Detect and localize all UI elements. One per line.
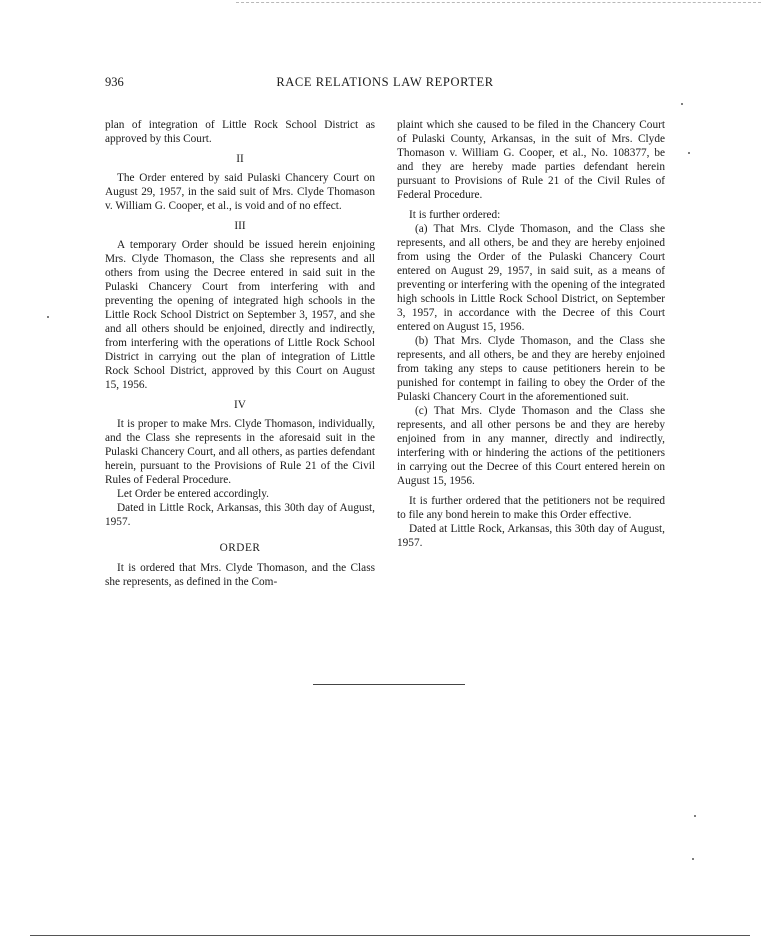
running-head: RACE RELATIONS LAW REPORTER xyxy=(276,75,494,89)
clause-b: (b) That Mrs. Clyde Thomason, and the Class she represents, and all others, be and they are hereby enjoined from taking any steps to cause petitioners herein to be punished for contempt in failing to obey the Order of the Pulaski Chancery Court in the aforementioned suit. xyxy=(397,335,665,403)
right-column xyxy=(397,118,665,550)
end-rule xyxy=(313,684,465,685)
scan-speck xyxy=(688,152,690,154)
scan-speck xyxy=(681,103,683,105)
page-number: 936 xyxy=(105,75,124,89)
scan-speck xyxy=(694,815,696,817)
section-heading: IV xyxy=(234,399,246,411)
paragraph: It is further ordered that the petitioners not be required to file any bond herein to make this Order effective. xyxy=(397,495,665,521)
paragraph: It is proper to make Mrs. Clyde Thomason, individually, and the Class she represents in the aforesaid suit in the Pulaski Chancery Court, and all others, as parties defendant herein, pursuant to the Provisions of Rule 21 of the Civil Rules of Federal Procedure. xyxy=(105,418,375,486)
paragraph: It is further ordered: xyxy=(409,209,501,221)
order-title: ORDER xyxy=(219,542,261,554)
paragraph: Dated in Little Rock, Arkansas, this 30th day of August, 1957. xyxy=(105,502,375,528)
paragraph: The Order entered by said Pulaski Chancery Court on August 29, 1957, in the said suit of Mrs. Clyde Thomason v. William G. Cooper, et al., is void and of no effect. xyxy=(105,172,375,212)
page-header xyxy=(105,75,665,91)
paragraph: Let Order be entered accordingly. xyxy=(117,488,270,500)
left-column xyxy=(105,118,375,589)
section-heading: II xyxy=(236,153,244,165)
paragraph: A temporary Order should be issued herein enjoining Mrs. Clyde Thomason, the Class she represents and all others from using the Decree entered in said suit in the Pulaski Chancery Court from interfering with and preventing the opening of integrated high schools in the Little Rock School District on September 3, 1957, and she and all others should be enjoined, directly and indirectly, from interfering with the operations of Little Rock School District in carrying out the plan of integration of Little Rock School District, approved by this Court on August 15, 1956. xyxy=(105,239,375,391)
paragraph: Dated at Little Rock, Arkansas, this 30th day of August, 1957. xyxy=(397,523,665,549)
section-heading: III xyxy=(234,220,246,232)
clause-a: (a) That Mrs. Clyde Thomason, and the Class she represents, and all others, be and they are hereby enjoined from using the Order of the Pulaski Chancery Court entered on August 29, 1957, in said suit, as a means of preventing or interfering with the opening of the integrated high schools in Little Rock School District, on September 3, 1957, in accordance with the Decree of this Court entered on August 15, 1956. xyxy=(397,223,665,333)
paragraph: plan of integration of Little Rock School District as approved by this Court. xyxy=(105,119,375,145)
top-scan-border xyxy=(236,2,761,3)
bottom-scan-border xyxy=(30,935,750,936)
clause-c: (c) That Mrs. Clyde Thomason and the Class she represents, and all other persons be and they are hereby enjoined from in any manner, directly and indirectly, interfering with or hindering the actions of the petitioners in carrying out the Decree of this Court entered herein on August 15, 1956. xyxy=(397,405,665,487)
paragraph: plaint which she caused to be filed in the Chancery Court of Pulaski County, Arkansas, in the suit of Mrs. Clyde Thomason v. William G. Cooper, et al., No. 108377, be and they are hereby made parties defendant herein pursuant to Provisions of Rule 21 of the Civil Rules of Federal Procedure. xyxy=(397,119,665,201)
scan-speck xyxy=(692,858,694,860)
scan-speck xyxy=(47,316,49,318)
paragraph: It is ordered that Mrs. Clyde Thomason, and the Class she represents, as defined in the Com- xyxy=(105,562,375,588)
